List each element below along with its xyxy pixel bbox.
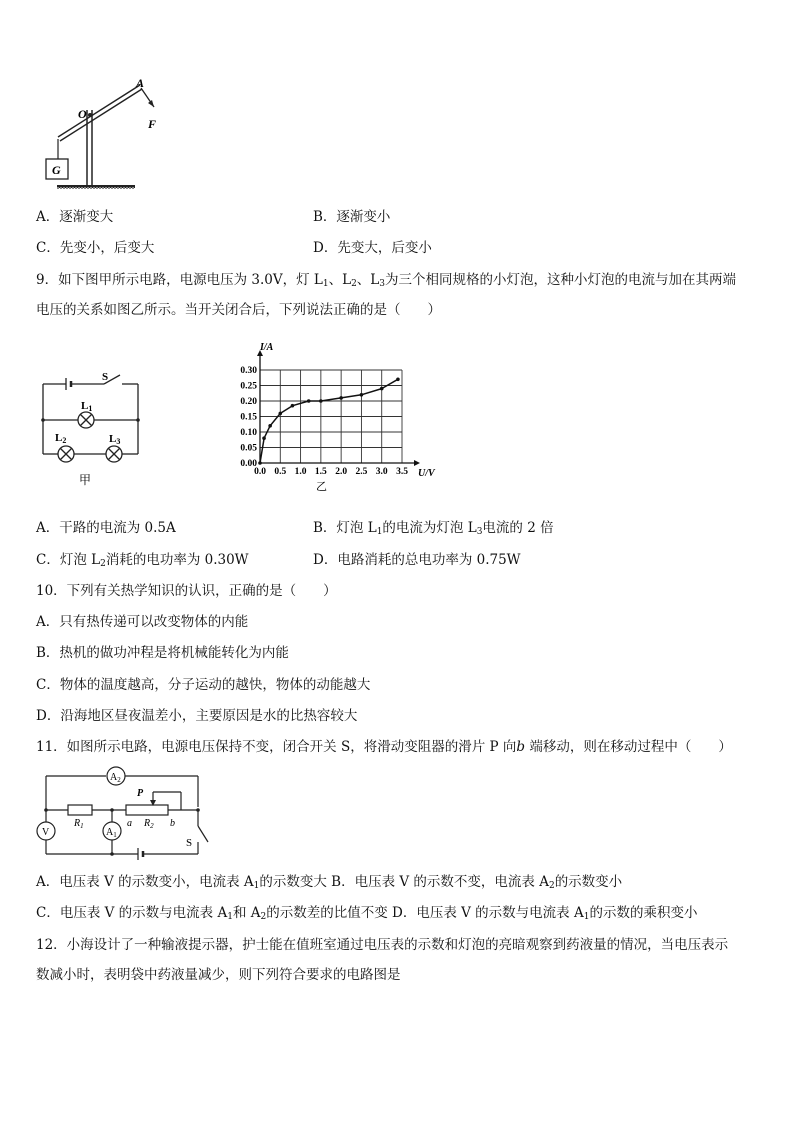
- chart-caption: 乙: [316, 481, 327, 493]
- circuit-jia: [38, 370, 148, 490]
- lever-figure: [40, 75, 190, 195]
- a2-label: $A_2$: [110, 772, 121, 784]
- l1-label: L1: [81, 400, 93, 413]
- y-tick-label: 0.30: [240, 366, 257, 376]
- x-tick-label: 0.5: [274, 467, 287, 477]
- y-tick-label: 0.00: [240, 459, 257, 469]
- l3-label: L3: [109, 433, 121, 446]
- x-tick-label: 0.0: [254, 467, 266, 477]
- data-point: [319, 399, 323, 403]
- q9-option-b: B．灯泡 $L_1$的电流为灯泡 $L_3$电流的 2 倍: [313, 520, 554, 537]
- y-tick-label: 0.05: [240, 443, 257, 454]
- switch-label: S: [102, 371, 109, 383]
- x-tick-label: 1.5: [314, 467, 327, 477]
- q12-stem-line1: 12．小海设计了一种输液提示器，护士能在值班室通过电压表的示数和灯泡的亮暗观察到药液量的情况，当电压表示: [36, 937, 729, 953]
- rheostat-r2: [126, 805, 168, 815]
- data-point: [307, 399, 311, 403]
- q8-option-b: B．逐渐变小: [313, 209, 391, 225]
- x-tick-label: 3.0: [375, 467, 388, 477]
- y-tick-label: 0.10: [240, 428, 257, 438]
- q8-option-c: C．先变小，后变大: [36, 240, 155, 256]
- p-label: P: [137, 788, 144, 799]
- y-tick-label: 0.25: [240, 381, 257, 392]
- chart-axes: [257, 350, 420, 466]
- q11-options-ab: A．电压表 V 的示数变小，电流表 $A_1$的示数变大 B．电压表 V 的示数不变，电流表 $A_2$的示数变小: [36, 874, 623, 891]
- switch-s: [198, 826, 208, 842]
- data-point: [262, 436, 266, 440]
- chart-ticks: [240, 366, 408, 477]
- data-point: [268, 424, 272, 428]
- label-O: O: [78, 107, 87, 121]
- data-point: [278, 412, 282, 416]
- y-tick-label: 0.15: [240, 412, 257, 423]
- chart-xlabel: U/V: [418, 468, 435, 479]
- x-axis-arrow: [414, 460, 420, 466]
- x-tick-label: 2.0: [335, 467, 348, 477]
- resistor-r1: [68, 805, 92, 815]
- x-tick-label: 2.5: [355, 467, 368, 477]
- chart-series: [258, 378, 400, 465]
- b-label: b: [170, 818, 175, 829]
- q8-option-a: A．逐渐变大: [36, 209, 114, 225]
- label-F: F: [148, 117, 157, 131]
- q11-stem: 11．如图所示电路，电源电压保持不变，闭合开关 S，将滑动变阻器的滑片 P 向b 端移动，则在移动过程中（ ）: [36, 739, 732, 755]
- q9-option-a: A．干路的电流为 0.5A: [36, 520, 176, 536]
- caption-jia: 甲: [79, 473, 92, 487]
- label-A: A: [136, 76, 145, 90]
- r1-label: $R_1$: [74, 818, 84, 830]
- x-tick-label: 1.0: [294, 467, 307, 477]
- a-label: a: [127, 818, 132, 829]
- r2-label: $R_2$: [144, 818, 154, 830]
- q12-stem-line2: 数减小时，表明袋中药液量减少，则下列符合要求的电路图是: [36, 967, 401, 983]
- l2-label: L2: [55, 432, 67, 445]
- q10-option-c: C．物体的温度越高，分子运动的越快，物体的动能越大: [36, 677, 371, 693]
- data-point: [380, 387, 384, 391]
- q9-option-d: D．电路消耗的总电功率为 0.75W: [313, 552, 521, 568]
- data-point: [258, 461, 262, 465]
- data-point: [339, 396, 343, 400]
- data-point: [291, 404, 295, 408]
- chart-ylabel: I/A: [260, 342, 274, 353]
- v-label: V: [42, 827, 50, 838]
- q9-option-c: C．灯泡 $L_2$消耗的电功率为 0.30W: [36, 552, 249, 569]
- lever-bar: [58, 85, 140, 137]
- chart-grid: [260, 370, 402, 463]
- q10-option-b: B．热机的做功冲程是将机械能转化为内能: [36, 645, 289, 661]
- data-point: [360, 393, 364, 397]
- q9-stem-line1: 9．如下图甲所示电路，电源电压为 3.0V，灯 $L_1$、$L_2$、$L_3$为三个相同规格的小灯泡，这种小灯泡的电流与加在其两端: [36, 272, 736, 289]
- q10-option-a: A．只有热传递可以改变物体的内能: [36, 614, 249, 630]
- s-label: S: [186, 837, 193, 849]
- a1-label: $A_1$: [106, 827, 117, 839]
- y-tick-label: 0.20: [240, 397, 257, 407]
- data-point: [396, 378, 400, 382]
- circuit-q11: [36, 762, 216, 862]
- q9-stem-line2: 电压的关系如图乙所示。当开关闭合后，下列说法正确的是（ ）: [36, 302, 441, 318]
- x-tick-label: 3.5: [396, 467, 408, 477]
- q10-option-d: D．沿海地区昼夜温差小，主要原因是水的比热容较大: [36, 708, 358, 724]
- q8-option-d: D．先变大，后变小: [313, 240, 432, 256]
- q10-stem: 10．下列有关热学知识的认识，正确的是（ ）: [36, 583, 337, 599]
- label-G: G: [52, 163, 61, 177]
- pivot: [88, 113, 92, 117]
- q11-options-cd: C．电压表 V 的示数与电流表 $A_1$和 $A_2$的示数差的比值不变 D．电压表 V 的示数与电流表 $A_1$的示数的乘积变小: [36, 905, 698, 922]
- iu-chart: [220, 338, 450, 498]
